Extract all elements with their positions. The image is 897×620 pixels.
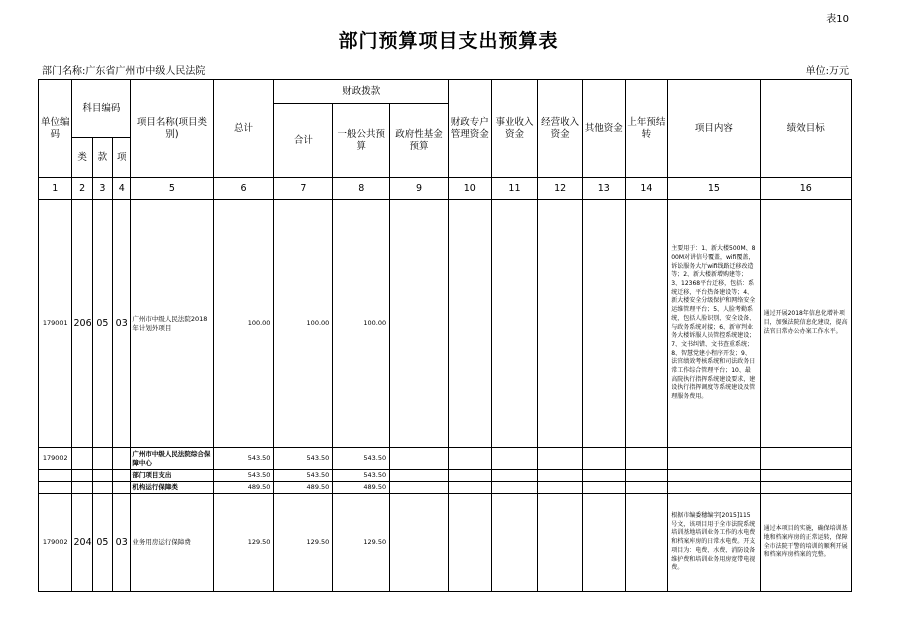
general-cell: 543.50	[333, 470, 390, 482]
subtotal-cell: 129.50	[274, 494, 333, 592]
total-cell: 543.50	[213, 470, 274, 482]
kuan-cell: 05	[92, 200, 112, 448]
total-cell: 489.50	[213, 482, 274, 494]
table-row	[39, 200, 852, 448]
total-cell: 129.50	[213, 494, 274, 592]
header-subject-code: 科目编码	[72, 80, 131, 138]
col-number: 13	[582, 178, 625, 200]
col-number: 6	[213, 178, 274, 200]
col-number: 1	[39, 178, 72, 200]
header-business-income: 事业收入资金	[491, 80, 538, 178]
header-project-name: 项目名称(项目类别)	[131, 80, 213, 178]
department-label: 部门名称:广东省广州市中级人民法院	[42, 66, 206, 77]
subtotal-cell: 543.50	[274, 470, 333, 482]
header-general: 一般公共预算	[333, 104, 390, 178]
header-kuan: 款	[92, 138, 112, 178]
subtotal-cell: 489.50	[274, 482, 333, 494]
table-row	[39, 482, 852, 494]
project-content-cell: 根据市编委穗编字[2015]115号文，该项目用于全市法院系统培训基地培训业务工作的水电费和档案库房的日常水电费。开支项目为：电费、水费、消防设备维护费和培训业务用房宽带电视费。	[668, 494, 760, 592]
kuan-cell: 05	[92, 494, 112, 592]
col-number: 14	[625, 178, 668, 200]
page-title: 部门预算项目支出预算表	[338, 30, 559, 52]
subtotal-cell: 100.00	[274, 200, 333, 448]
unit-code-cell: 179002	[39, 448, 72, 470]
col-number: 4	[113, 178, 131, 200]
unit-code-cell: 179002	[39, 494, 72, 592]
table-row	[39, 470, 852, 482]
header-subtotal: 合计	[274, 104, 333, 178]
lei-cell: 206	[72, 200, 92, 448]
performance-goal-cell: 通过本项目的实施，确保培训基地和档案库房的正常运转，保障全市法院干警的培训的顺利开展和档案库房档案的完整。	[760, 494, 851, 592]
header-xiang: 项	[113, 138, 131, 178]
col-number: 5	[131, 178, 213, 200]
header-fiscal-special: 财政专户管理资金	[448, 80, 491, 178]
table-row	[39, 448, 852, 470]
col-number: 2	[72, 178, 92, 200]
project-name-cell: 广州市中级人民法院2018年计划外项目	[131, 200, 213, 448]
header-other: 其他资金	[582, 80, 625, 178]
performance-goal-cell: 通过开展2018年信息化增补项目，加强法院信息化建设，提高法官日常办公办案工作水平。	[760, 200, 851, 448]
project-name-cell: 部门项目支出	[131, 470, 213, 482]
unit-code-cell: 179001	[39, 200, 72, 448]
project-content-cell: 主要用于：1、新大楼500M、800M对讲信号覆盖，wifi覆盖，诉讼服务大厅wifi线路迁移改造等；2、新大楼新增购建等；3、12368平台迁移，包括：系统迁移，平台热备建设等；4、新大楼安全分级保护和网络安全运维管理平台；5、人脸考勤系统，包括人脸识别、安全设备、与政务系统对接；6、新审判业务大楼诉服人员管控系统建设；7、文书纠错、文书查重系统；8、智慧党建小程序开发；9、法官绩效考核系统和司法政务日常工作综合管理平台；10、最高院执行指挥系统建设要求，建设执行指挥调度等系统建设及管理服务费用。	[668, 200, 760, 448]
total-cell: 543.50	[213, 448, 274, 470]
col-number: 8	[333, 178, 390, 200]
project-name-cell: 机构运行保障类	[131, 482, 213, 494]
general-cell: 489.50	[333, 482, 390, 494]
general-cell: 543.50	[333, 448, 390, 470]
header-total: 总计	[213, 80, 274, 178]
lei-cell: 204	[72, 494, 92, 592]
col-number: 12	[538, 178, 583, 200]
header-gov-fund: 政府性基金预算	[390, 104, 449, 178]
col-number: 10	[448, 178, 491, 200]
project-name-cell: 业务用房运行保障费	[131, 494, 213, 592]
xiang-cell: 03	[113, 200, 131, 448]
header-content: 项目内容	[668, 80, 760, 178]
project-name-cell: 广州市中级人民法院综合保障中心	[131, 448, 213, 470]
header-operating-income: 经营收入资金	[538, 80, 583, 178]
col-number: 16	[760, 178, 851, 200]
total-cell: 100.00	[213, 200, 274, 448]
subtotal-cell: 543.50	[274, 448, 333, 470]
header-carryover: 上年预结转	[625, 80, 668, 178]
col-number: 7	[274, 178, 333, 200]
header-fiscal: 财政拨款	[274, 80, 449, 104]
header-unit-code: 单位编码	[39, 80, 72, 178]
col-number: 11	[491, 178, 538, 200]
general-cell: 100.00	[333, 200, 390, 448]
header-goal: 绩效目标	[760, 80, 851, 178]
col-number: 3	[92, 178, 112, 200]
general-cell: 129.50	[333, 494, 390, 592]
budget-table	[38, 79, 852, 592]
header-lei: 类	[72, 138, 92, 178]
unit-label: 单位:万元	[805, 66, 849, 77]
col-number: 15	[668, 178, 760, 200]
table-number: 表10	[826, 14, 849, 25]
col-number: 9	[390, 178, 449, 200]
table-row	[39, 494, 852, 592]
xiang-cell: 03	[113, 494, 131, 592]
